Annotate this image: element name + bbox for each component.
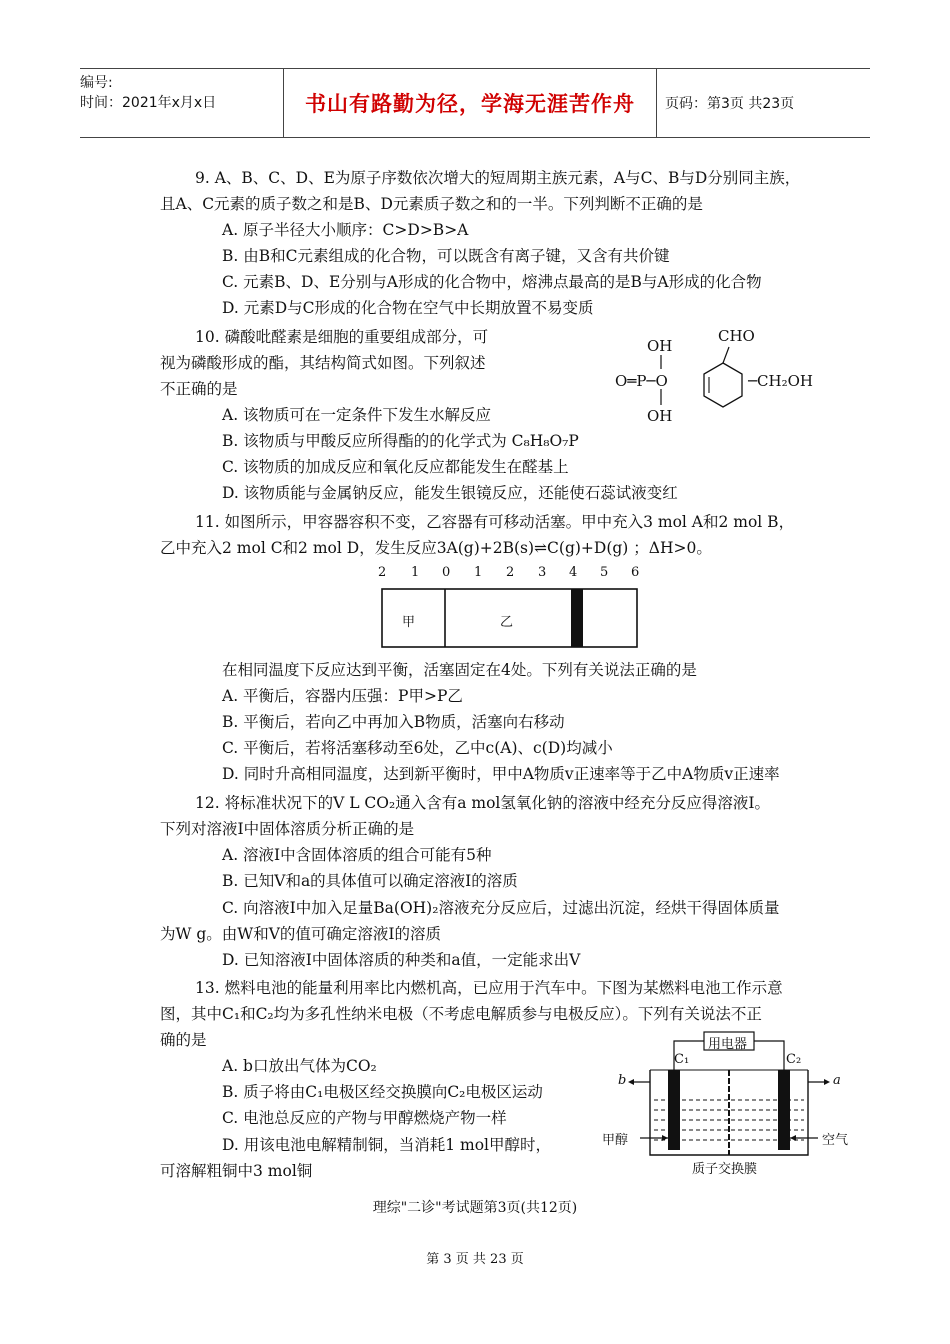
device-label: 用电器 (708, 1037, 748, 1052)
scale-tick-label: 6 (631, 565, 640, 580)
header-meta (80, 69, 280, 141)
scale-tick-label: 4 (569, 565, 578, 580)
q13-option-b: B. 质子将由C₁电极区经交换膜向C₂电极区运动 (222, 1083, 543, 1101)
q11-option-b: B. 平衡后，若向乙中再加入B物质，活塞向右移动 (222, 713, 565, 731)
electrode-c2-label: C₂ (786, 1052, 802, 1067)
q13-stem-line1: 13. 燃料电池的能量利用率比内燃机高，已应用于汽车中。下图为某燃料电池工作示意 (195, 979, 783, 997)
q12-option-d: D. 已知溶液I中固体溶质的种类和a值，一定能求出V (222, 951, 581, 969)
q9-option-b: B. 由B和C元素组成的化合物，可以既含有离子键，又含有共价键 (222, 247, 670, 265)
q10-stem-line2: 视为磷酸形成的酯，其结构简式如图。下列叙述 (160, 354, 486, 372)
q13-option-d-line2: 可溶解粗铜中3 mol铜 (160, 1162, 313, 1180)
q13-stem-line2: 图，其中C₁和C₂均为多孔性纳米电极（不考虑电解质参与电极反应）。下列有关说法不正 (160, 1005, 762, 1023)
scale-tick-label: 2 (378, 565, 387, 580)
q11-option-a: A. 平衡后，容器内压强：P甲>P乙 (222, 687, 463, 705)
membrane-label: 质子交换膜 (692, 1162, 758, 1177)
scale-tick-label: 1 (411, 565, 420, 580)
q10-option-d: D. 该物质能与金属钠反应，能发生银镜反应，还能使石蕊试液变红 (222, 484, 678, 502)
electrode-c1-label: C₁ (674, 1052, 690, 1067)
methanol-label: 甲醇 (602, 1133, 629, 1148)
q9-option-c: C. 元素B、D、E分别与A形成的化合物中，熔沸点最高的是B与A形成的化合物 (222, 273, 762, 291)
phosphate-structure (615, 325, 855, 430)
motto: 书山有路勤为径，学海无涯苦作舟 (283, 69, 657, 137)
structure-oh-top: OH (647, 337, 673, 355)
q13-stem-line3: 确的是 (160, 1031, 207, 1049)
q12-option-c-line1: C. 向溶液I中加入足量Ba(OH)₂溶液充分反应后，过滤出沉淀，经烘干得固体质量 (222, 899, 780, 917)
page-footer: 第 3 页 共 23 页 (426, 1252, 524, 1267)
q12-option-b: B. 已知V和a的具体值可以确定溶液I的溶质 (222, 872, 518, 890)
piston-diagram (378, 565, 648, 655)
scale-tick-label: 0 (442, 565, 451, 580)
q10-stem-line1: 10. 磷酸吡醛素是细胞的重要组成部分，可 (195, 328, 489, 346)
scale-tick-label: 2 (506, 565, 515, 580)
q11-option-d: D. 同时升高相同温度，达到新平衡时，甲中A物质v正速率等于乙中A物质v正速率 (222, 765, 780, 783)
q12-option-c-line2: 为W g。由W和V的值可确定溶液I的溶质 (160, 925, 442, 943)
fuel-cell-diagram (600, 1030, 860, 1180)
structure-oh-bottom: OH (647, 407, 673, 425)
q12-stem-line2: 下列对溶液I中固体溶质分析正确的是 (160, 820, 415, 838)
time-label: 时间：2021年x月x日 (80, 95, 217, 111)
q12-stem-line1: 12. 将标准状况下的V L CO₂通入含有a mol氢氧化钠的溶液中经充分反应得溶液I。 (195, 794, 770, 812)
structure-ch2oh: ─CH₂OH (748, 372, 813, 390)
q9-stem-line2: 且A、C元素的质子数之和是B、D元素质子数之和的一半。下列判断不正确的是 (160, 195, 703, 213)
q9-stem-line1: 9. A、B、C、D、E为原子序数依次增大的短周期主族元素，A与C、B与D分别同主族， (195, 169, 801, 187)
q13-option-d-line1: D. 用该电池电解精制铜，当消耗1 mol甲醇时， (222, 1136, 552, 1154)
q10-option-a: A. 该物质可在一定条件下发生水解反应 (222, 406, 492, 424)
page-info: 页码：第3页 共23页 (665, 96, 795, 112)
exam-footer: 理综"二诊"考试题第3页(共12页) (372, 1200, 578, 1216)
container-yi-label: 乙 (500, 615, 514, 630)
page-header (80, 68, 870, 138)
q11-stem-line3: 在相同温度下反应达到平衡，活塞固定在4处。下列有关说法正确的是 (222, 661, 697, 679)
q11-stem-line1: 11. 如图所示，甲容器容积不变，乙容器有可移动活塞。甲中充入3 mol A和2 mol B， (195, 513, 795, 531)
q12-option-a: A. 溶液I中含固体溶质的组合可能有5种 (222, 846, 492, 864)
q11-option-c: C. 平衡后，若将活塞移动至6处，乙中c(A)、c(D)均减小 (222, 739, 613, 757)
structure-cho: CHO (718, 327, 755, 345)
outlet-a-label: a (833, 1073, 841, 1088)
scale-tick-label: 1 (474, 565, 483, 580)
q10-stem-line3: 不正确的是 (160, 380, 238, 398)
q9-option-d: D. 元素D与C形成的化合物在空气中长期放置不易变质 (222, 299, 594, 317)
q13-option-c: C. 电池总反应的产物与甲醇燃烧产物一样 (222, 1109, 507, 1127)
code-label: 编号: (80, 75, 113, 91)
air-label: 空气 (822, 1133, 849, 1148)
q13-option-a: A. b口放出气体为CO₂ (222, 1057, 377, 1075)
scale-tick-label: 3 (538, 565, 547, 580)
scale-tick-label: 5 (600, 565, 609, 580)
q9-option-a: A. 原子半径大小顺序：C>D>B>A (222, 221, 469, 239)
q10-option-c: C. 该物质的加成反应和氧化反应都能发生在醛基上 (222, 458, 569, 476)
container-jia-label: 甲 (402, 615, 416, 630)
outlet-b-label: b (618, 1073, 627, 1088)
structure-phosphate-group: O═P─O (615, 372, 668, 390)
q11-stem-line2: 乙中充入2 mol C和2 mol D，发生反应3A(g)+2B(s)⇌C(g)+D(g) ；ΔH>0。 (160, 539, 712, 557)
q10-option-b: B. 该物质与甲酸反应所得酯的的化学式为 C₈H₈O₇P (222, 432, 579, 450)
benzene-ring-drawing (615, 325, 855, 430)
